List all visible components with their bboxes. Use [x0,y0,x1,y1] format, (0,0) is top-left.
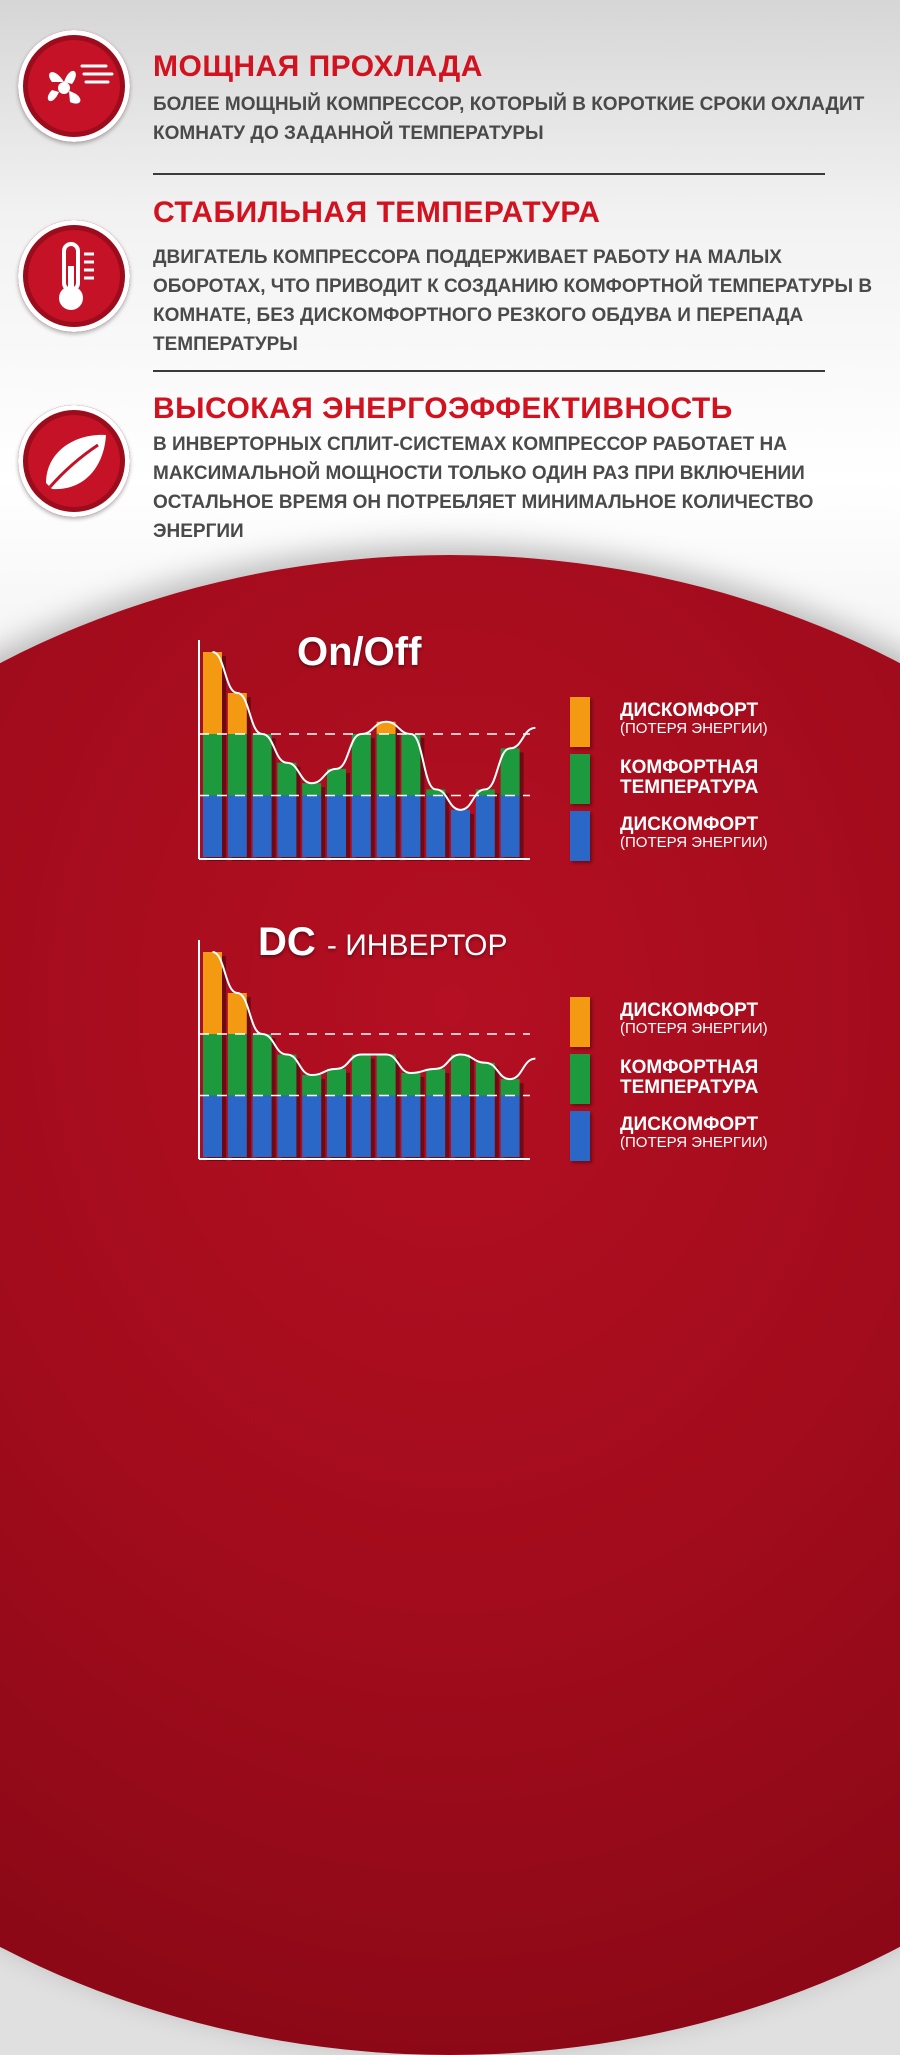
bar-segment-low [203,1096,222,1158]
bar-segment-comfort [277,1055,296,1096]
bar-segment-comfort [327,769,346,796]
legend-swatch [570,697,590,747]
bar-segment-comfort [253,734,272,796]
chart-bar [426,789,449,861]
bar-segment-low [302,1096,321,1158]
legend-label: ДИСКОМФОРТ [620,700,759,721]
bar-segment-comfort [377,734,396,796]
chart-bar [228,693,251,861]
chart-bar [377,722,400,861]
bar-segment-high [203,652,222,734]
feature-title: ВЫСОКАЯ ЭНЕРГОЭФФЕКТИВНОСТЬ [153,392,733,425]
bar-segment-low [377,1096,396,1158]
legend-item-discomfort-top [570,697,890,747]
bar-segment-low [228,796,247,858]
legend-label: ДИСКОМФОРТ [620,1000,759,1021]
leaf-icon [18,405,130,517]
chart-bar [277,763,300,861]
legend-label: ДИСКОМФОРТ [620,814,759,835]
bar-segment-comfort [327,1069,346,1096]
bar-segment-comfort [302,1075,321,1096]
bar-segment-comfort [203,734,222,796]
chart-title-light: - ИНВЕРТОР [326,929,508,962]
bar-segment-comfort [377,1055,396,1096]
bar-segment-low [451,810,470,857]
bar-segment-high [203,952,222,1034]
chart-bar [302,1075,325,1161]
bar-segment-low [426,1096,445,1158]
divider [153,173,825,175]
chart-bar [451,810,474,861]
bar-segment-comfort [451,1055,470,1096]
bar-segment-comfort [501,1079,520,1095]
bar-segment-low [203,796,222,858]
chart-bar [501,748,524,861]
chart-bar [451,1055,474,1162]
legend-item-discomfort-bottom [570,1111,890,1161]
bar-segment-comfort [203,1034,222,1096]
legend-item-discomfort-bottom [570,811,890,861]
chart-bar [253,1034,276,1161]
bar-segment-low [401,1096,420,1158]
bar-segment-low [476,1096,495,1158]
legend-swatch [570,754,590,804]
chart-bar [352,1055,375,1162]
legend-sublabel: (ПОТЕРЯ ЭНЕРГИИ) [620,1134,768,1151]
chart-bar [476,1063,499,1161]
chart-bar [277,1055,300,1162]
chart-bar [501,1079,524,1161]
bar-segment-low [327,796,346,858]
feature-description: БОЛЕЕ МОЩНЫЙ КОМПРЕССОР, КОТОРЫЙ В КОРОТКИЕ СРОКИ ОХЛАДИТ КОМНАТУ ДО ЗАДАННОЙ ТЕМПЕРАТУРЫ [153,94,865,144]
bar-segment-comfort [352,1055,371,1096]
bar-segment-low [501,1096,520,1158]
bar-segment-low [253,1096,272,1158]
chart-bar [352,734,375,861]
chart-bar [401,1073,424,1161]
bar-segment-comfort [426,1069,445,1096]
bar-segment-comfort [401,1073,420,1096]
legend-label: КОМФОРТНАЯ ТЕМПЕРАТУРА [620,1057,759,1098]
chart-title-bold: On/Off [297,630,422,674]
feature-title: СТАБИЛЬНАЯ ТЕМПЕРАТУРА [153,196,601,229]
chart-bar [203,652,226,861]
bar-segment-low [327,1096,346,1158]
bar-segment-low [302,796,321,858]
chart-bar [253,734,276,861]
chart-plot [185,640,545,890]
bar-segment-low [277,1096,296,1158]
bar-segment-low [352,1096,371,1158]
chart-bar [476,789,499,861]
bar-segment-low [476,796,495,858]
legend-item-comfort [570,754,890,804]
bar-segment-comfort [277,763,296,796]
bar-segment-comfort [228,734,247,796]
bar-segment-low [501,796,520,858]
legend-sublabel: (ПОТЕРЯ ЭНЕРГИИ) [620,1020,768,1037]
legend-item-comfort [570,1054,890,1104]
bar-segment-low [451,1096,470,1158]
chart-title-bold: DC [258,920,316,964]
chart-bar [377,1055,400,1162]
legend-label: КОМФОРТНАЯ ТЕМПЕРАТУРА [620,757,759,798]
legend-label: ДИСКОМФОРТ [620,1114,759,1135]
bar-segment-comfort [476,1063,495,1096]
bar-segment-comfort [352,734,371,796]
legend-swatch [570,1054,590,1104]
legend-sublabel: (ПОТЕРЯ ЭНЕРГИИ) [620,834,768,851]
legend-swatch [570,997,590,1047]
bar-segment-comfort [302,783,321,795]
fan-wind-icon [18,30,130,142]
chart-bar [327,769,350,861]
feature-description: В ИНВЕРТОРНЫХ СПЛИТ-СИСТЕМАХ КОМПРЕССОР РАБОТАЕТ НА МАКСИМАЛЬНОЙ МОЩНОСТИ ТОЛЬКО ОДИН РАЗ ПРИ ВКЛЮЧЕНИИ ОСТАЛЬНОЕ ВРЕМЯ ОН ПОТРЕБЛЯЕТ МИНИМАЛЬНОЕ КОЛИЧЕСТВО ЭНЕРГИИ [153,434,814,542]
bar-segment-low [377,796,396,858]
chart-bar [327,1069,350,1161]
bar-segment-low [426,796,445,858]
feature-title: МОЩНАЯ ПРОХЛАДА [153,50,483,83]
bar-segment-low [352,796,371,858]
chart-bar [203,952,226,1161]
bar-segment-comfort [228,1034,247,1096]
chart-bar [426,1069,449,1161]
chart-plot [185,940,545,1190]
legend-swatch [570,1111,590,1161]
thermometer-icon [18,220,130,332]
bar-segment-low [401,796,420,858]
bar-segment-low [277,796,296,858]
bar-segment-low [253,796,272,858]
bar-segment-low [228,1096,247,1158]
legend-sublabel: (ПОТЕРЯ ЭНЕРГИИ) [620,720,768,737]
feature-description: ДВИГАТЕЛЬ КОМПРЕССОРА ПОДДЕРЖИВАЕТ РАБОТУ НА МАЛЫХ ОБОРОТАХ, ЧТО ПРИВОДИТ К СОЗДАНИЮ КОМФОРТНОЙ ТЕМПЕРАТУРЫ В КОМНАТЕ, БЕЗ ДИСКОМФОРТНОГО РЕЗКОГО ОБДУВА И ПЕРЕПАДА ТЕМПЕРАТУРЫ [153,247,873,355]
legend-item-discomfort-top [570,997,890,1047]
bar-segment-comfort [253,1034,272,1096]
divider [153,370,825,372]
chart-bar [228,993,251,1161]
legend-swatch [570,811,590,861]
